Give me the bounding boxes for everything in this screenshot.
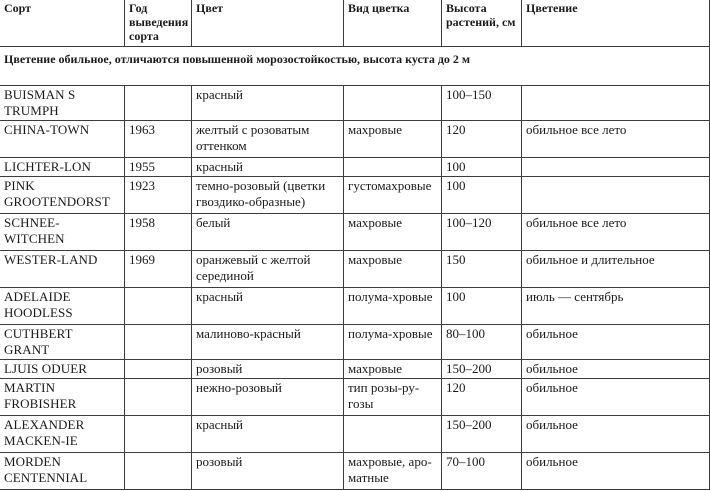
cell-bloom: обильное	[522, 416, 710, 453]
cell-flower-type	[344, 158, 442, 177]
cell-year	[125, 453, 192, 490]
header-height: Высота растений, см	[442, 0, 522, 47]
cell-variety: ALEXANDER MACKEN-IE	[0, 416, 125, 453]
table-header-row	[0, 0, 710, 47]
cell-bloom: обильное	[522, 325, 710, 360]
cell-color: красный	[192, 158, 344, 177]
cell-flower-type: махровые	[344, 251, 442, 288]
cell-color: красный	[192, 86, 344, 121]
table-row	[0, 177, 710, 214]
cell-height: 100	[442, 288, 522, 325]
table-row	[0, 416, 710, 453]
cell-year: 1958	[125, 214, 192, 251]
cell-flower-type	[344, 416, 442, 453]
cell-color: красный	[192, 416, 344, 453]
cell-bloom	[522, 177, 710, 214]
section-row	[0, 47, 710, 86]
header-color: Цвет	[192, 0, 344, 47]
cell-variety: CHINA-TOWN	[0, 121, 125, 158]
cell-flower-type: махровые	[344, 121, 442, 158]
cell-height: 150–200	[442, 360, 522, 379]
cell-year: 1963	[125, 121, 192, 158]
cell-bloom: обильное все лето	[522, 121, 710, 158]
cell-bloom: обильное	[522, 379, 710, 416]
cell-height: 120	[442, 379, 522, 416]
cell-height: 100	[442, 158, 522, 177]
cell-variety: PINK GROOTENDORST	[0, 177, 125, 214]
section-title: Цветение обильное, отличаются повышенной морозостойкостью, высота куста до 2 м	[0, 47, 710, 86]
cell-variety: LJUIS ODUER	[0, 360, 125, 379]
cell-year: 1969	[125, 251, 192, 288]
cell-year	[125, 325, 192, 360]
cell-bloom	[522, 86, 710, 121]
cell-color: нежно-розовый	[192, 379, 344, 416]
header-year: Год выведения сорта	[125, 0, 192, 47]
cell-year	[125, 360, 192, 379]
cell-variety: ADELAIDE HOODLESS	[0, 288, 125, 325]
cell-bloom: обильное	[522, 453, 710, 490]
cell-year	[125, 288, 192, 325]
cell-height: 100	[442, 177, 522, 214]
table-row	[0, 121, 710, 158]
cell-variety: CUTHBERT GRANT	[0, 325, 125, 360]
cell-flower-type: полума-хровые	[344, 325, 442, 360]
cell-flower-type: махровые	[344, 214, 442, 251]
cell-year	[125, 86, 192, 121]
table-row	[0, 158, 710, 177]
table-row	[0, 325, 710, 360]
cell-height: 150–200	[442, 416, 522, 453]
cell-variety: MORDEN CENTENNIAL	[0, 453, 125, 490]
cell-variety: WESTER-LAND	[0, 251, 125, 288]
cell-color: розовый	[192, 453, 344, 490]
header-flower-type: Вид цветка	[344, 0, 442, 47]
cell-height: 100–120	[442, 214, 522, 251]
cell-flower-type	[344, 86, 442, 121]
cell-bloom: июль — сентябрь	[522, 288, 710, 325]
cell-bloom: обильное все лето	[522, 214, 710, 251]
table-row	[0, 288, 710, 325]
cell-flower-type: густомахровые	[344, 177, 442, 214]
header-bloom: Цветение	[522, 0, 710, 47]
cell-color: желтый с розоватым оттенком	[192, 121, 344, 158]
cell-bloom: обильное	[522, 360, 710, 379]
table-row	[0, 379, 710, 416]
cell-bloom	[522, 158, 710, 177]
cell-year: 1955	[125, 158, 192, 177]
table-row	[0, 86, 710, 121]
cell-flower-type: махровые	[344, 360, 442, 379]
cell-year	[125, 379, 192, 416]
cell-variety: BUISMAN S TRUMPH	[0, 86, 125, 121]
cell-flower-type: махровые, аро-матные	[344, 453, 442, 490]
cell-color: оранжевый с желтой серединой	[192, 251, 344, 288]
cell-flower-type: полума-хровые	[344, 288, 442, 325]
cell-variety: LICHTER-LON	[0, 158, 125, 177]
cell-color: белый	[192, 214, 344, 251]
table-row	[0, 251, 710, 288]
cell-height: 100–150	[442, 86, 522, 121]
cell-color: красный	[192, 288, 344, 325]
cell-height: 70–100	[442, 453, 522, 490]
cell-bloom: обильное и длительное	[522, 251, 710, 288]
table-row	[0, 360, 710, 379]
header-variety: Сорт	[0, 0, 125, 47]
cell-color: малиново-красный	[192, 325, 344, 360]
cell-height: 150	[442, 251, 522, 288]
cell-variety: MARTIN FROBISHER	[0, 379, 125, 416]
cell-year: 1923	[125, 177, 192, 214]
table-row	[0, 453, 710, 490]
cell-flower-type: тип розы-ру-гозы	[344, 379, 442, 416]
cell-year	[125, 416, 192, 453]
table-row	[0, 214, 710, 251]
cell-color: розовый	[192, 360, 344, 379]
cell-height: 120	[442, 121, 522, 158]
cell-variety: SCHNEE-WITCHEN	[0, 214, 125, 251]
cell-height: 80–100	[442, 325, 522, 360]
cell-color: темно-розовый (цветки гвоздико-образные)	[192, 177, 344, 214]
